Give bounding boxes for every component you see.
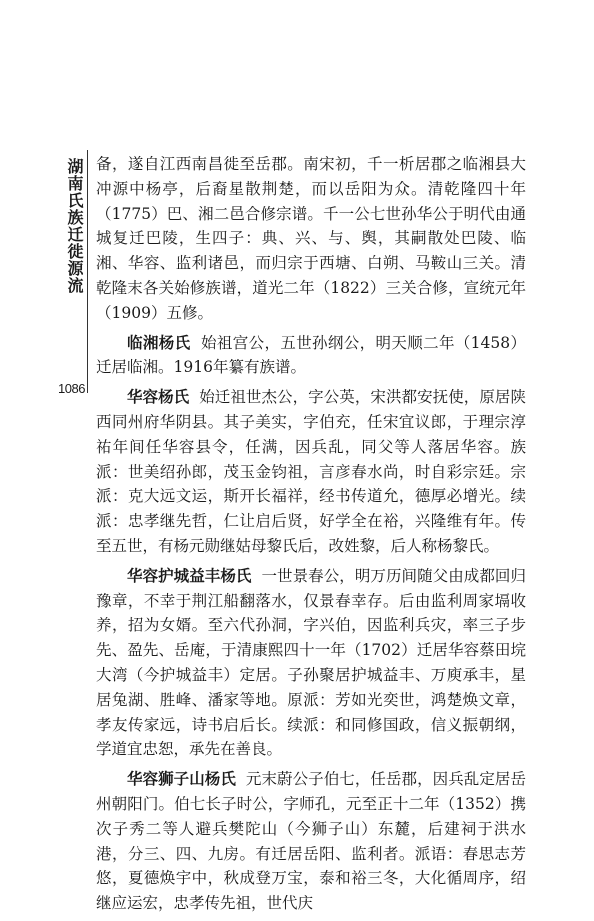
entry-heading: 华容狮子山杨氏 [127, 770, 236, 789]
paragraph-text: 始迁祖世杰公，字公英，宋洪都安抚使，原居陕西同州府华阴县。其子美实，字伯充，任宋宜议郎，于理宗淳祐年间任华容县令，任满，因兵乱，同父等人落居华容。族派：世美绍孙郎，茂玉金钧祖，言彦春水尚，时自彩宗廷。宗派：克大远文运，斯开长福祥，经书传道允，德厚必增光。续派：忠孝继先哲，仁让启后贤，好学全在裕，兴隆维有年。传至五世，有杨元勋继姑母黎氏后，改姓黎，后人称杨黎氏。 [96, 388, 526, 555]
entry-huarong-hucheng-yifeng-yang [96, 564, 526, 762]
running-title: 湖南氏族迁徙源流 [65, 158, 84, 294]
page-number: 1086 [58, 381, 85, 396]
paragraph-text: 一世景春公，明万历间随父由成都回归豫章，不幸于荆江船翻落水，仅景春幸存。后由监利周家塥收养，招为女婿。至六代孙洞，字兴伯，因监利兵灾，率三子步先、盈先、岳庵，于清康熙四十一年（1702）迁居华容蔡田垸大湾（今护城益丰）定居。子孙聚居护城益丰、万庾承丰，星居兔湖、胜峰、潘家等地。原派：芳如光奕世，鸿楚焕文章，孝友传家远，诗书启后长。续派：和同修国政，信义振朝纲，学道宜忠恕，承先在善良。 [96, 566, 526, 759]
margin-rule [87, 150, 88, 393]
body-text [96, 152, 526, 921]
entry-linxiang-yang [96, 331, 526, 381]
entry-huarong-yang [96, 385, 526, 559]
entry-heading: 华容杨氏 [127, 388, 190, 407]
entry-heading: 华容护城益丰杨氏 [127, 566, 252, 585]
paragraph-text: 元末蔚公子伯七，任岳郡，因兵乱定居岳州朝阳门。伯七长子时公，字师孔，元至正十二年（1352）携次子秀二等人避兵樊陀山（今狮子山）东麓，后建祠于洪水港，分三、四、九房。有迁居岳阳、监利者。派语：春思志芳悠，夏德焕宇中，秋成登万宝，泰和裕三冬，大化循周序，绍继应运宏，忠孝传先祖，世代庆 [96, 770, 526, 913]
paragraph-text: 始祖宫公，五世孙纲公，明天顺二年（1458）迁居临湘。1916年纂有族谱。 [96, 333, 526, 377]
entry-heading: 临湘杨氏 [127, 333, 191, 352]
entry-huarong-shizishan-yang [96, 767, 526, 916]
paragraph-continued [96, 152, 526, 326]
paragraph-text: 备，遂自江西南昌徙至岳郡。南宋初，千一析居郡之临湘县大冲源中杨亭，后裔星散荆楚，而以岳阳为众。清乾隆四十年（1775）巴、湘二邑合修宗谱。千一公七世孙华公于明代由通城复迁巴陵，生四子：典、兴、与、舆，其嗣散处巴陵、临湘、华容、监利诸邑，而归宗于西塘、白朔、马鞍山三关。清乾隆末各关始修族谱，道光二年（1822）三关合修，宣统元年（1909）五修。 [96, 155, 526, 322]
